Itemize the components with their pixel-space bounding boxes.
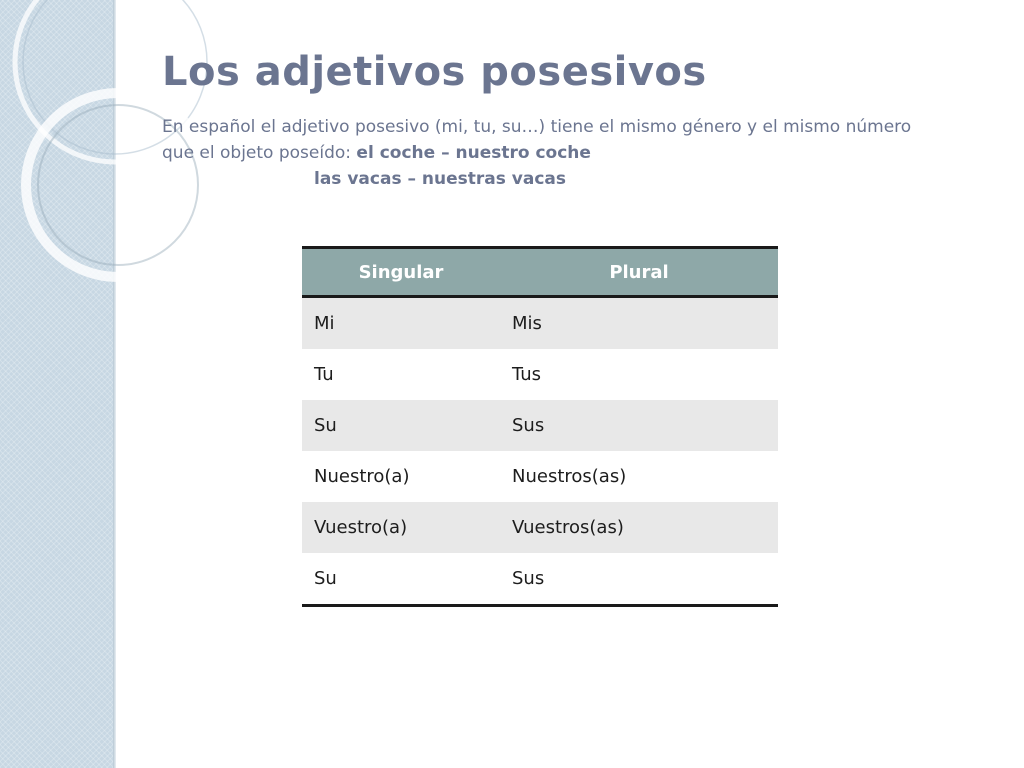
subtitle-text: En español el adjetivo posesivo (mi, tu, su…) tiene el mismo género y el mismo número que el objeto poseído: (162, 117, 912, 163)
table-row (302, 553, 778, 606)
cell-singular: Mi (314, 313, 335, 334)
table-row (302, 400, 778, 451)
table-row (302, 297, 778, 350)
cell-plural: Tus (512, 364, 542, 385)
cell-plural: Vuestros(as) (512, 517, 624, 538)
cell-plural: Nuestros(as) (512, 466, 627, 487)
table-row (302, 502, 778, 553)
header-singular: Singular (358, 261, 444, 283)
slide-subtitle (162, 114, 922, 192)
table-row (302, 451, 778, 502)
example-plural: las vacas – nuestras vacas (314, 169, 566, 189)
example-singular: el coche – nuestro coche (356, 143, 591, 163)
cell-singular: Nuestro(a) (314, 466, 410, 487)
cell-singular: Su (314, 415, 337, 436)
cell-singular: Vuestro(a) (314, 517, 408, 538)
cell-plural: Sus (512, 415, 545, 436)
table-header-row (302, 248, 778, 297)
header-plural: Plural (609, 261, 669, 283)
cell-plural: Sus (512, 568, 545, 589)
cell-singular: Su (314, 568, 337, 589)
cell-singular: Tu (314, 364, 334, 385)
possessive-table (302, 246, 778, 607)
slide-title: Los adjetivos posesivos (162, 49, 707, 95)
possessive-table-container (302, 246, 778, 607)
cell-plural: Mis (512, 313, 542, 334)
table-row (302, 349, 778, 400)
